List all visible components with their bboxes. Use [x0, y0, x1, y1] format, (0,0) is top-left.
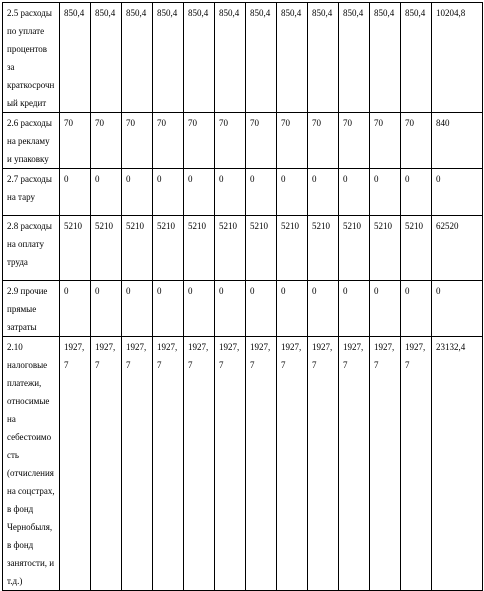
total-cell: 0 [432, 169, 483, 216]
month-cell: 0 [339, 169, 370, 216]
month-cell: 0 [339, 281, 370, 337]
month-cell: 0 [246, 281, 277, 337]
month-cell: 5210 [339, 216, 370, 281]
month-cell: 850,4 [60, 3, 91, 113]
month-cell: 0 [215, 169, 246, 216]
month-cell: 70 [401, 113, 432, 169]
row-label: 2.9 прочие прямые затраты [3, 281, 60, 337]
expense-table [2, 2, 483, 591]
row-label: 2.6 расходы на рекламу и упаковку [3, 113, 60, 169]
month-cell: 70 [184, 113, 215, 169]
month-cell: 5210 [184, 216, 215, 281]
month-cell: 1927,7 [91, 337, 122, 591]
month-cell: 70 [122, 113, 153, 169]
month-cell: 1927,7 [370, 337, 401, 591]
total-cell: 840 [432, 113, 483, 169]
month-cell: 850,4 [215, 3, 246, 113]
month-cell: 5210 [246, 216, 277, 281]
month-cell: 5210 [60, 216, 91, 281]
month-cell: 0 [184, 169, 215, 216]
total-cell: 62520 [432, 216, 483, 281]
month-cell: 1927,7 [60, 337, 91, 591]
month-cell: 0 [122, 281, 153, 337]
month-cell: 0 [277, 281, 308, 337]
month-cell: 1927,7 [153, 337, 184, 591]
month-cell: 0 [122, 169, 153, 216]
month-cell: 5210 [91, 216, 122, 281]
total-cell: 0 [432, 281, 483, 337]
month-cell: 0 [60, 281, 91, 337]
month-cell: 0 [215, 281, 246, 337]
month-cell: 70 [308, 113, 339, 169]
table-row [3, 337, 483, 591]
month-cell: 0 [91, 169, 122, 216]
month-cell: 0 [370, 169, 401, 216]
month-cell: 850,4 [91, 3, 122, 113]
month-cell: 0 [153, 281, 184, 337]
table-row [3, 216, 483, 281]
month-cell: 1927,7 [401, 337, 432, 591]
month-cell: 1927,7 [184, 337, 215, 591]
month-cell: 850,4 [246, 3, 277, 113]
month-cell: 850,4 [401, 3, 432, 113]
month-cell: 0 [308, 281, 339, 337]
row-label: 2.5 расходы по уплате процентов за краткосрочный кредит [3, 3, 60, 113]
month-cell: 0 [308, 169, 339, 216]
table-row [3, 169, 483, 216]
month-cell: 850,4 [153, 3, 184, 113]
month-cell: 0 [153, 169, 184, 216]
month-cell: 5210 [122, 216, 153, 281]
row-label: 2.8 расходы на оплату труда [3, 216, 60, 281]
month-cell: 5210 [370, 216, 401, 281]
month-cell: 850,4 [184, 3, 215, 113]
month-cell: 70 [91, 113, 122, 169]
month-cell: 0 [184, 281, 215, 337]
month-cell: 70 [153, 113, 184, 169]
table-row [3, 281, 483, 337]
month-cell: 0 [370, 281, 401, 337]
table-row [3, 3, 483, 113]
table-row [3, 113, 483, 169]
month-cell: 5210 [153, 216, 184, 281]
month-cell: 70 [60, 113, 91, 169]
month-cell: 70 [277, 113, 308, 169]
month-cell: 1927,7 [122, 337, 153, 591]
month-cell: 70 [215, 113, 246, 169]
total-cell: 23132,4 [432, 337, 483, 591]
month-cell: 0 [277, 169, 308, 216]
month-cell: 1927,7 [308, 337, 339, 591]
month-cell: 1927,7 [215, 337, 246, 591]
month-cell: 850,4 [277, 3, 308, 113]
month-cell: 0 [246, 169, 277, 216]
month-cell: 850,4 [308, 3, 339, 113]
month-cell: 1927,7 [277, 337, 308, 591]
month-cell: 5210 [215, 216, 246, 281]
month-cell: 5210 [401, 216, 432, 281]
month-cell: 0 [91, 281, 122, 337]
month-cell: 0 [60, 169, 91, 216]
month-cell: 0 [401, 169, 432, 216]
month-cell: 850,4 [370, 3, 401, 113]
row-label: 2.7 расходы на тару [3, 169, 60, 216]
total-cell: 10204,8 [432, 3, 483, 113]
month-cell: 70 [370, 113, 401, 169]
month-cell: 70 [246, 113, 277, 169]
month-cell: 5210 [308, 216, 339, 281]
month-cell: 850,4 [122, 3, 153, 113]
month-cell: 850,4 [339, 3, 370, 113]
month-cell: 1927,7 [339, 337, 370, 591]
month-cell: 1927,7 [246, 337, 277, 591]
month-cell: 0 [401, 281, 432, 337]
month-cell: 70 [339, 113, 370, 169]
month-cell: 5210 [277, 216, 308, 281]
row-label: 2.10 налоговые платежи, относимые на себестоимость (отчисления на соцстрах, в фонд Чернобыля, в фонд занятости, и т.д.) [3, 337, 60, 591]
